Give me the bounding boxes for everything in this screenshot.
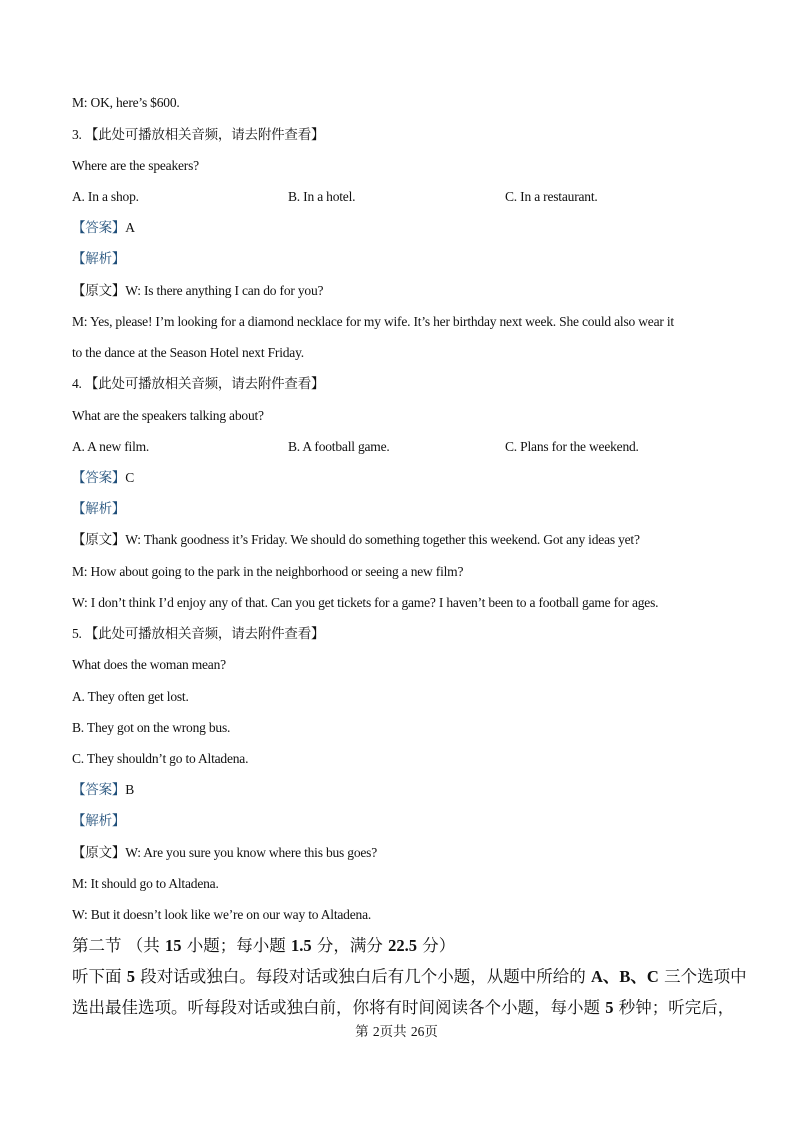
page-number: 2 <box>372 1024 380 1039</box>
transcript-line: 【原文】W: Is there anything I can do for you? <box>72 283 324 299</box>
answer-line <box>72 781 134 799</box>
audio-note: 【此处可播放相关音频，请去附件查看】 <box>84 376 325 392</box>
option-b: B. A football game. <box>288 439 390 454</box>
section-title: 第二节 （共 15 小题；每小题 1.5 分，满分 22.5 分） <box>72 936 456 955</box>
option-a: A. In a shop. <box>72 189 139 204</box>
question-number: 4. <box>72 376 82 391</box>
audio-note: 【此处可播放相关音频，请去附件查看】 <box>84 626 325 642</box>
transcript-line: W: But it doesn’t look like we’re on our way to Altadena. <box>72 907 372 922</box>
transcript-line: M: Yes, please! I’m looking for a diamond necklace for my wife. It’s her birthday next week. She could also wear it <box>72 314 674 329</box>
transcript-line: M: OK, here’s $600. <box>72 95 180 110</box>
transcript-line: W: I don’t think I’d enjoy any of that. Can you get tickets for a game? I haven’t been to a football game for ages. <box>72 595 659 610</box>
option-b: B. They got on the wrong bus. <box>72 720 231 735</box>
section-instructions-line-1: 听下面 5 段对话或独白。每段对话或独白后有几个小题，从题中所给的 A、B、C 三个选项中 <box>72 967 747 986</box>
analysis-line <box>72 250 125 268</box>
question-3-header <box>72 126 324 144</box>
question-5-header <box>72 625 324 643</box>
question-number: 5. <box>72 626 82 641</box>
answer-line <box>72 469 134 487</box>
option-c: C. In a restaurant. <box>505 189 598 204</box>
section-instructions-line-2: 选出最佳选项。听每段对话或独白前，你将有时间阅读各个小题，每小题 5 秒钟；听完后， <box>72 998 735 1017</box>
question-prompt: Where are the speakers? <box>72 158 199 173</box>
option-c: C. They shouldn’t go to Altadena. <box>72 751 249 766</box>
transcript-line: M: How about going to the park in the neighborhood or seeing a new film? <box>72 564 464 579</box>
transcript-line: 【原文】W: Are you sure you know where this bus goes? <box>72 845 378 861</box>
analysis-line <box>72 812 125 830</box>
analysis-label: 【解析】 <box>72 501 126 517</box>
transcript-line: 【原文】W: Thank goodness it’s Friday. We should do something together this weekend. Got any ideas yet? <box>72 532 640 548</box>
answer-value: B <box>125 782 135 797</box>
transcript-line: to the dance at the Season Hotel next Friday. <box>72 345 304 360</box>
option-a: A. A new film. <box>72 439 150 454</box>
option-a: A. They often get lost. <box>72 689 189 704</box>
question-4-header <box>72 375 324 393</box>
question-number: 3. <box>72 127 82 142</box>
option-b: B. In a hotel. <box>288 189 356 204</box>
analysis-label: 【解析】 <box>72 251 126 267</box>
total-pages: 26 <box>410 1024 425 1039</box>
transcript-label: 【原文】 <box>72 283 126 299</box>
answer-line <box>72 219 135 237</box>
audio-note: 【此处可播放相关音频，请去附件查看】 <box>84 127 325 143</box>
answer-value: C <box>125 470 135 485</box>
transcript-label: 【原文】 <box>72 532 126 548</box>
option-c: C. Plans for the weekend. <box>505 439 639 454</box>
transcript-line: M: It should go to Altadena. <box>72 876 219 891</box>
analysis-label: 【解析】 <box>72 813 126 829</box>
answer-label: 【答案】 <box>72 782 126 798</box>
answer-label: 【答案】 <box>72 470 126 486</box>
question-prompt: What does the woman mean? <box>72 657 226 672</box>
analysis-line <box>72 500 125 518</box>
question-prompt: What are the speakers talking about? <box>72 408 264 423</box>
transcript-label: 【原文】 <box>72 845 126 861</box>
answer-label: 【答案】 <box>72 220 126 236</box>
answer-value: A <box>125 220 135 235</box>
page-footer: 第 2页共 26页 <box>355 1024 438 1040</box>
